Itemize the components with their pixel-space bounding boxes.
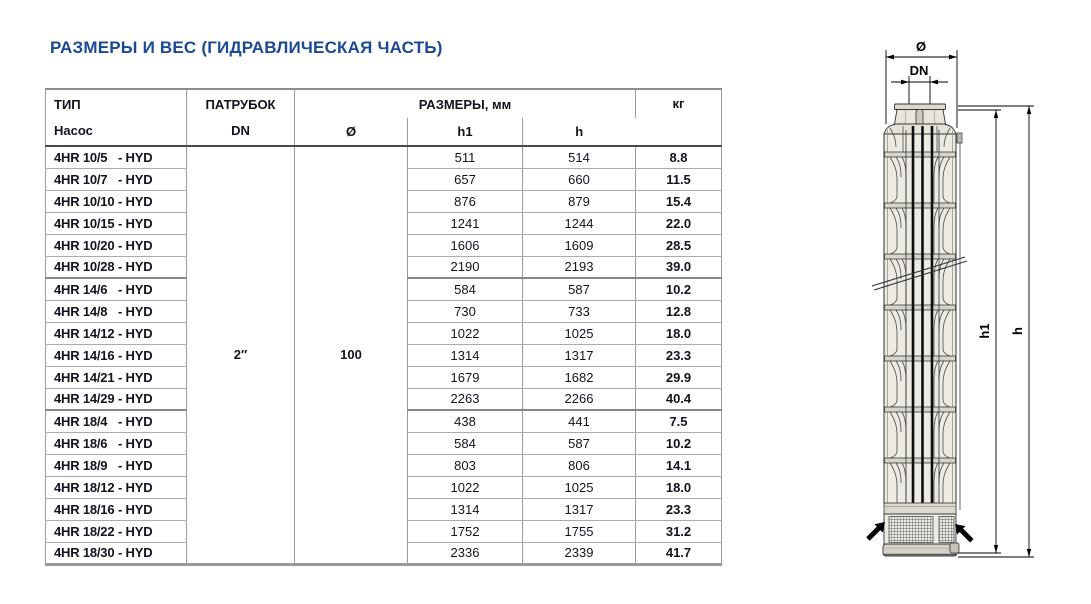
- h1-cell: 584: [408, 278, 523, 300]
- pump-suffix: - HYD: [118, 391, 153, 407]
- h-cell: 514: [523, 146, 636, 168]
- kg-cell: 31.2: [636, 520, 722, 542]
- pump-code: 4HR 18/9: [54, 457, 108, 473]
- h-cell: 587: [523, 432, 636, 454]
- column-header-kg: кг: [636, 89, 722, 146]
- column-header-dimensions: РАЗМЕРЫ, мм: [295, 89, 636, 118]
- intake-arrow-right: [955, 524, 974, 543]
- h1-cell: 876: [408, 190, 523, 212]
- h1-cell: 2336: [408, 542, 523, 564]
- pump-suffix: - HYD: [118, 281, 153, 297]
- h1-cell: 1314: [408, 344, 523, 366]
- column-header-type: [46, 89, 187, 146]
- pump-type-cell: [46, 168, 187, 190]
- pump-type-cell: [46, 410, 187, 432]
- pump-suffix: - HYD: [118, 545, 153, 560]
- pump-suffix: - HYD: [118, 303, 153, 319]
- pump-body: [883, 104, 962, 556]
- page-title: РАЗМЕРЫ И ВЕС (ГИДРАВЛИЧЕСКАЯ ЧАСТЬ): [50, 38, 443, 57]
- h1-cell: 1606: [408, 234, 523, 256]
- kg-cell: 22.0: [636, 212, 722, 234]
- diameter-label: Ø: [915, 39, 927, 54]
- pump-suffix: - HYD: [118, 171, 153, 187]
- pump-suffix: - HYD: [118, 457, 153, 473]
- kg-cell: 28.5: [636, 234, 722, 256]
- kg-cell: 29.9: [636, 366, 722, 388]
- kg-cell: 14.1: [636, 454, 722, 476]
- pump-code: 4HR 14/16: [54, 347, 115, 363]
- pump-code: 4HR 10/10: [54, 193, 115, 209]
- pump-drawing-svg: [855, 28, 1091, 573]
- pump-type-cell: [46, 212, 187, 234]
- h1-cell: 1022: [408, 322, 523, 344]
- pump-code: 4HR 18/4: [54, 413, 108, 429]
- pump-code: 4HR 10/15: [54, 215, 115, 231]
- h1-cell: 511: [408, 146, 523, 168]
- dimensions-weight-table: [45, 88, 722, 566]
- h1-cell: 730: [408, 300, 523, 322]
- pump-type-cell: [46, 476, 187, 498]
- pump-suffix: - HYD: [118, 501, 153, 517]
- pump-type-cell: [46, 146, 187, 168]
- pump-suffix: - HYD: [118, 149, 153, 165]
- pump-type-cell: [46, 432, 187, 454]
- kg-cell: 41.7: [636, 542, 722, 564]
- h1-cell: 1241: [408, 212, 523, 234]
- h1-cell: 1752: [408, 520, 523, 542]
- pump-type-cell: [46, 322, 187, 344]
- dn-dimension: [891, 76, 948, 104]
- pump-suffix: - HYD: [118, 215, 153, 231]
- h1-label: h1: [977, 323, 992, 339]
- h-cell: 1244: [523, 212, 636, 234]
- table-body: [46, 146, 722, 564]
- pump-suffix: - HYD: [118, 523, 153, 539]
- table-header: [46, 89, 722, 146]
- kg-cell: 39.0: [636, 256, 722, 278]
- h1-cell: 584: [408, 432, 523, 454]
- h1-cell: 1679: [408, 366, 523, 388]
- h-cell: 1025: [523, 476, 636, 498]
- h1-cell: 657: [408, 168, 523, 190]
- h-cell: 879: [523, 190, 636, 212]
- pump-code: 4HR 10/5: [54, 149, 108, 165]
- pump-code: 4HR 10/20: [54, 237, 115, 253]
- kg-cell: 18.0: [636, 476, 722, 498]
- pump-type-cell: [46, 388, 187, 410]
- kg-cell: 40.4: [636, 388, 722, 410]
- pump-type-cell: [46, 542, 187, 564]
- h1-cell: 2263: [408, 388, 523, 410]
- pump-type-cell: [46, 234, 187, 256]
- h-cell: 1317: [523, 344, 636, 366]
- h-cell: 660: [523, 168, 636, 190]
- pump-code: 4HR 18/30: [54, 545, 115, 560]
- h1-cell: 2190: [408, 256, 523, 278]
- pump-type-cell: [46, 190, 187, 212]
- pump-suffix: - HYD: [118, 369, 153, 385]
- h1-cell: 1314: [408, 498, 523, 520]
- pump-suffix: - HYD: [118, 325, 153, 341]
- kg-cell: 8.8: [636, 146, 722, 168]
- header-type-line2: Насос: [54, 122, 93, 138]
- pump-type-cell: [46, 498, 187, 520]
- dn-label: DN: [909, 63, 929, 78]
- pump-suffix: - HYD: [118, 435, 153, 451]
- pump-suffix: - HYD: [118, 479, 153, 495]
- pump-type-cell: [46, 520, 187, 542]
- dn-merged-cell: 2″: [187, 146, 295, 564]
- diameter-merged-cell: 100: [295, 146, 408, 564]
- header-dn-line2: DN: [231, 122, 250, 138]
- pump-type-cell: [46, 256, 187, 278]
- kg-cell: 7.5: [636, 410, 722, 432]
- kg-cell: 18.0: [636, 322, 722, 344]
- kg-cell: 10.2: [636, 432, 722, 454]
- h-cell: 1609: [523, 234, 636, 256]
- h-cell: 1025: [523, 322, 636, 344]
- pump-type-cell: [46, 300, 187, 322]
- h-label: h: [1010, 327, 1025, 335]
- intake-arrow-left: [866, 522, 885, 541]
- pump-code: 4HR 14/8: [54, 303, 108, 319]
- kg-cell: 12.8: [636, 300, 722, 322]
- h-cell: 2193: [523, 256, 636, 278]
- kg-cell: 23.3: [636, 498, 722, 520]
- pump-code: 4HR 14/6: [54, 281, 108, 297]
- kg-cell: 10.2: [636, 278, 722, 300]
- pump-type-cell: [46, 278, 187, 300]
- pump-code: 4HR 18/12: [54, 479, 115, 495]
- pump-technical-drawing: [855, 28, 1091, 573]
- pump-suffix: - HYD: [118, 237, 153, 253]
- pump-suffix: - HYD: [118, 347, 153, 363]
- column-header-dn: [187, 89, 295, 146]
- h-cell: 587: [523, 278, 636, 300]
- h-cell: 1755: [523, 520, 636, 542]
- h-cell: 1317: [523, 498, 636, 520]
- pump-type-cell: [46, 366, 187, 388]
- kg-cell: 23.3: [636, 344, 722, 366]
- pump-code: 4HR 14/29: [54, 391, 115, 407]
- h-cell: 2266: [523, 388, 636, 410]
- pump-code: 4HR 18/16: [54, 501, 115, 517]
- kg-cell: 15.4: [636, 190, 722, 212]
- kg-cell: 11.5: [636, 168, 722, 190]
- h-cell: 2339: [523, 542, 636, 564]
- header-dn-line1: ПАТРУБОК: [205, 96, 276, 112]
- pump-suffix: - HYD: [118, 193, 153, 209]
- pump-code: 4HR 18/22: [54, 523, 115, 539]
- h1-cell: 1022: [408, 476, 523, 498]
- pump-type-cell: [46, 454, 187, 476]
- pump-code: 4HR 10/28: [54, 259, 115, 275]
- pump-code: 4HR 14/12: [54, 325, 115, 341]
- pump-code: 4HR 10/7: [54, 171, 108, 187]
- pump-code: 4HR 18/6: [54, 435, 108, 451]
- h-cell: 806: [523, 454, 636, 476]
- table-row: [46, 146, 722, 168]
- pump-suffix: - HYD: [118, 259, 153, 275]
- column-header-h1: h1: [408, 118, 523, 146]
- h1-cell: 803: [408, 454, 523, 476]
- header-type-line1: ТИП: [54, 96, 81, 112]
- pump-code: 4HR 14/21: [54, 369, 115, 385]
- pump-suffix: - HYD: [118, 413, 153, 429]
- column-header-h: h: [523, 118, 636, 146]
- h-cell: 733: [523, 300, 636, 322]
- h1-cell: 438: [408, 410, 523, 432]
- h-cell: 1682: [523, 366, 636, 388]
- h-cell: 441: [523, 410, 636, 432]
- column-header-diameter: Ø: [295, 118, 408, 146]
- pump-type-cell: [46, 344, 187, 366]
